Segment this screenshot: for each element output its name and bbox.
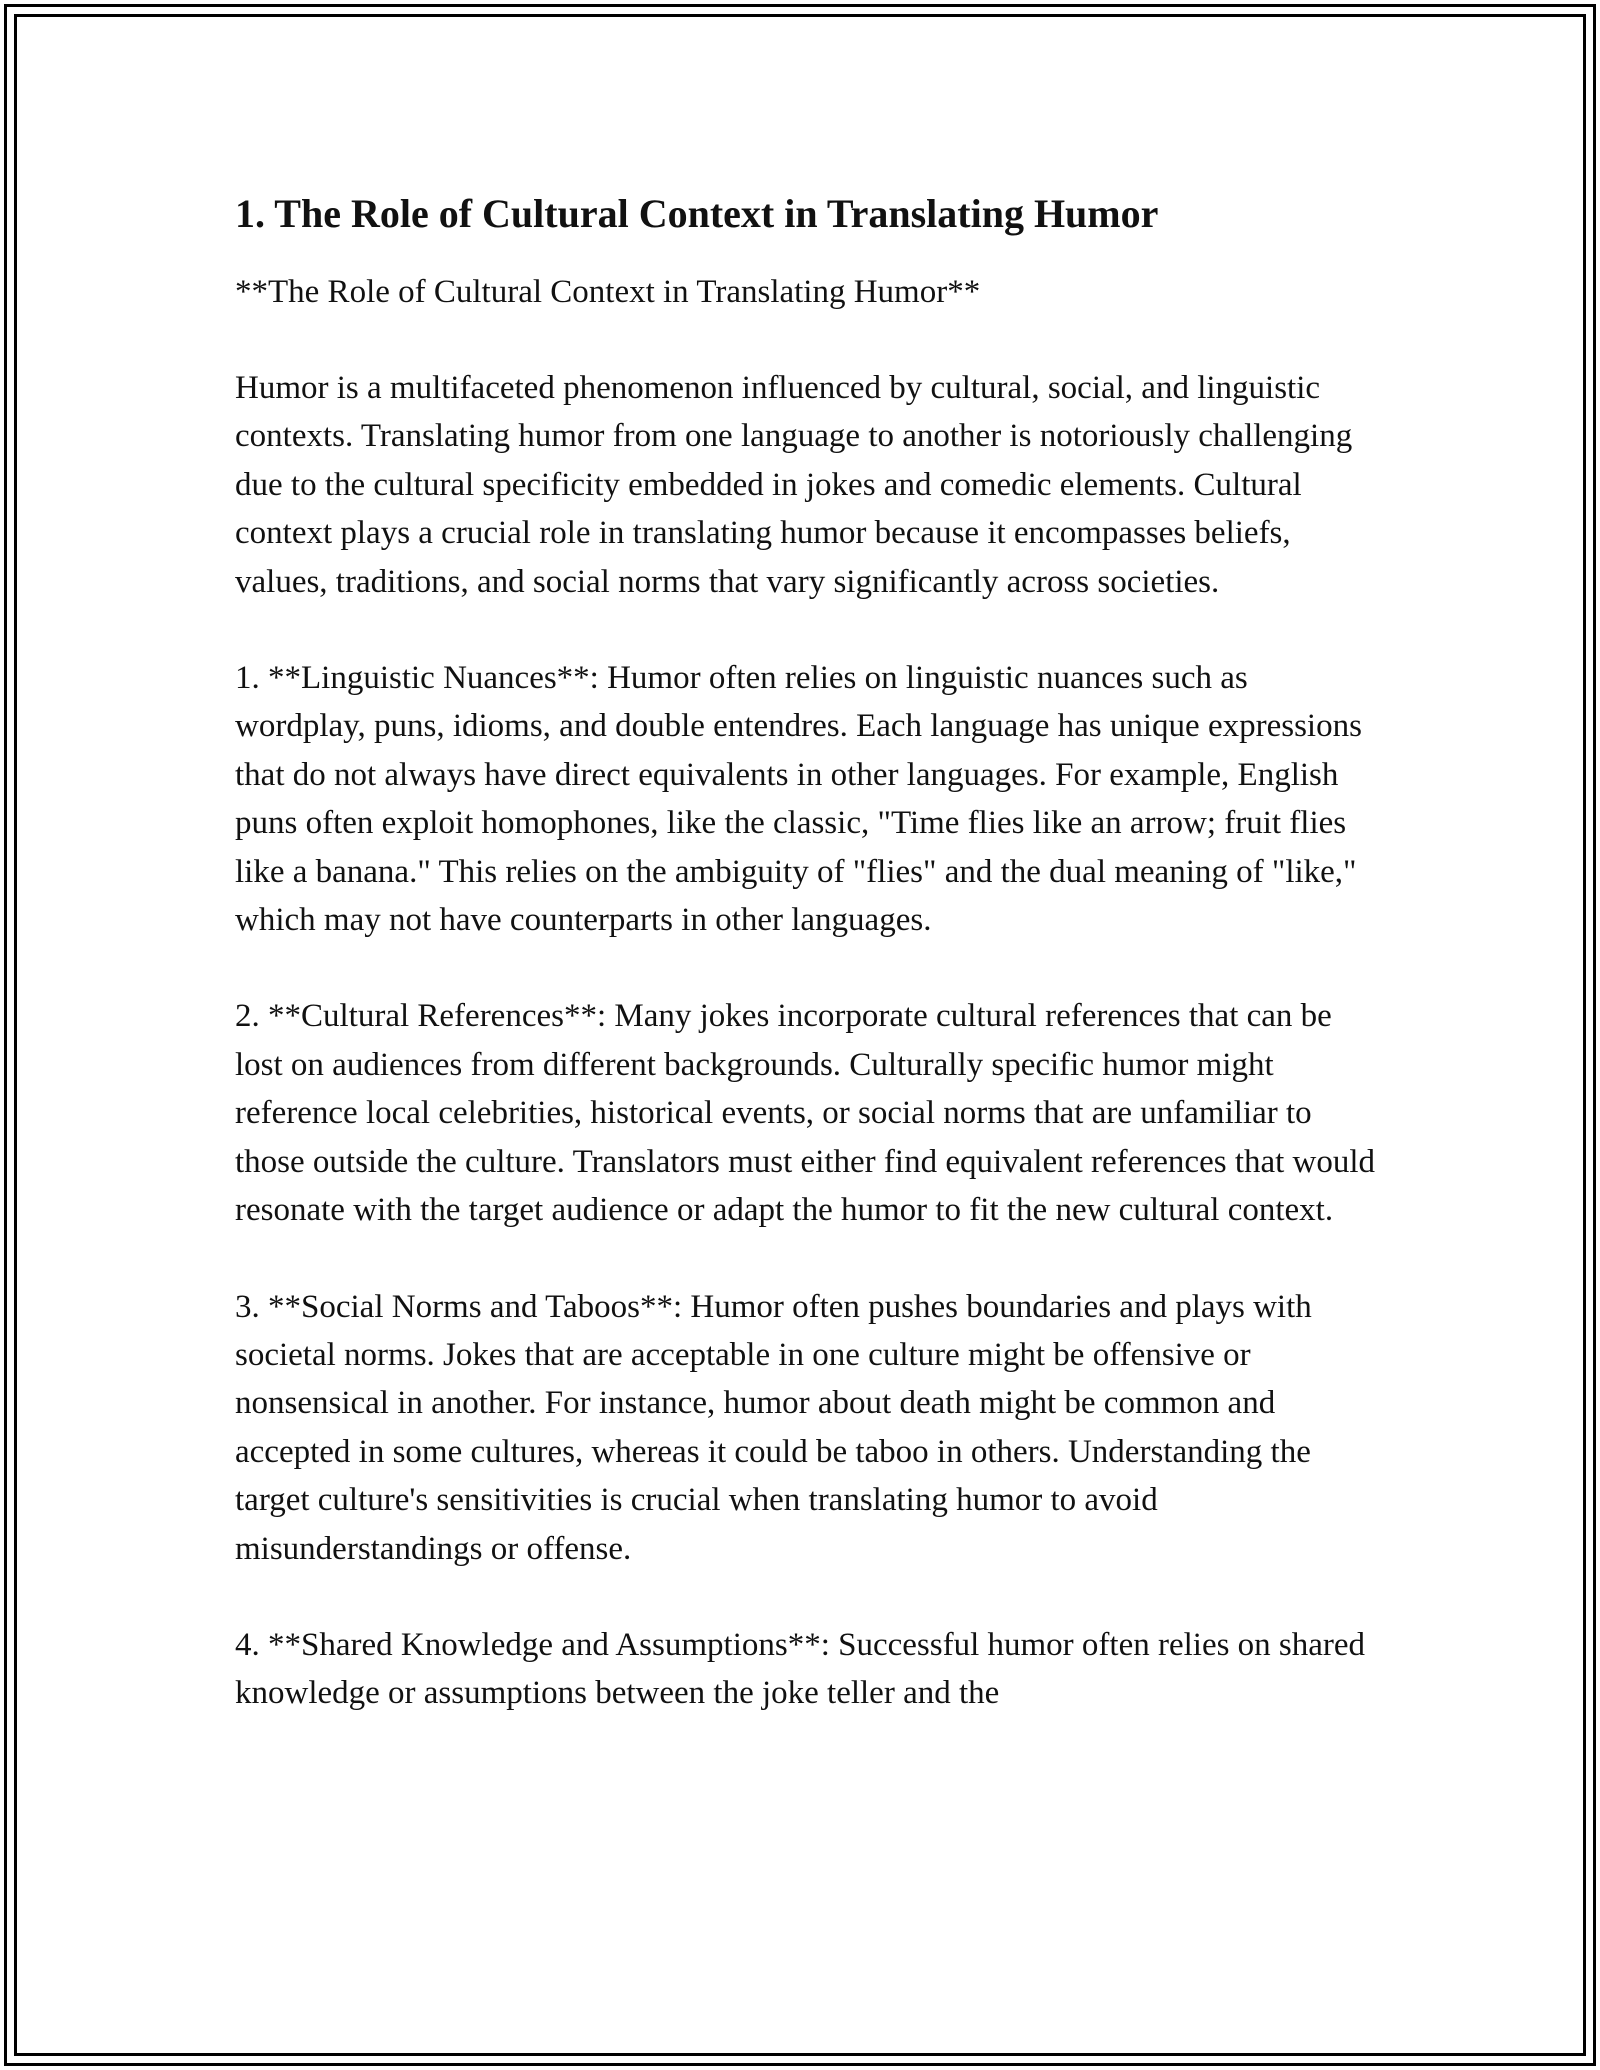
paragraph-social-norms: 3. **Social Norms and Taboos**: Humor often pushes boundaries and plays with societal norms. Jokes that are acceptable in one culture might be offensive or nonsensical in another. For instance, humor about death might be common and accepted in some cultures, whereas it could be taboo in others. Understanding the target culture's sensitivities is crucial when translating humor to avoid misunderstandings or offense.: [235, 1288, 1312, 1567]
document-subtitle: **The Role of Cultural Context in Translating Humor**: [235, 274, 981, 310]
paragraph-cultural-references: 2. **Cultural References**: Many jokes incorporate cultural references that can be lost on audiences from different backgrounds. Culturally specific humor might reference local celebrities, historical events, or social norms that are unfamiliar to those outside the culture. Translators must either find equivalent references that would resonate with the target audience or adapt the humor to fit the new cultural context.: [235, 998, 1376, 1229]
document-title: 1. The Role of Cultural Context in Translating Humor: [235, 191, 1159, 236]
intro-paragraph: Humor is a multifaceted phenomenon influenced by cultural, social, and linguistic contexts. Translating humor from one language to another is notoriously challenging due to the cultural specificity embedded in jokes and comedic elements. Cultural context plays a crucial role in translating humor because it encompasses beliefs, values, traditions, and social norms that vary significantly across societies.: [235, 370, 1353, 600]
paragraph-shared-knowledge: 4. **Shared Knowledge and Assumptions**: Successful humor often relies on shared knowledge or assumptions between the joke teller and the: [235, 1626, 1366, 1712]
paragraph-linguistic-nuances: 1. **Linguistic Nuances**: Humor often relies on linguistic nuances such as wordplay, puns, idioms, and double entendres. Each language has unique expressions that do not always have direct equivalents in other languages. For example, English puns often exploit homophones, like the classic, "Time flies like an arrow; fruit flies like a banana." This relies on the ambiguity of "flies" and the dual meaning of "like," which may not have counterparts in other languages.: [235, 660, 1362, 939]
document-body: [235, 186, 1385, 1766]
